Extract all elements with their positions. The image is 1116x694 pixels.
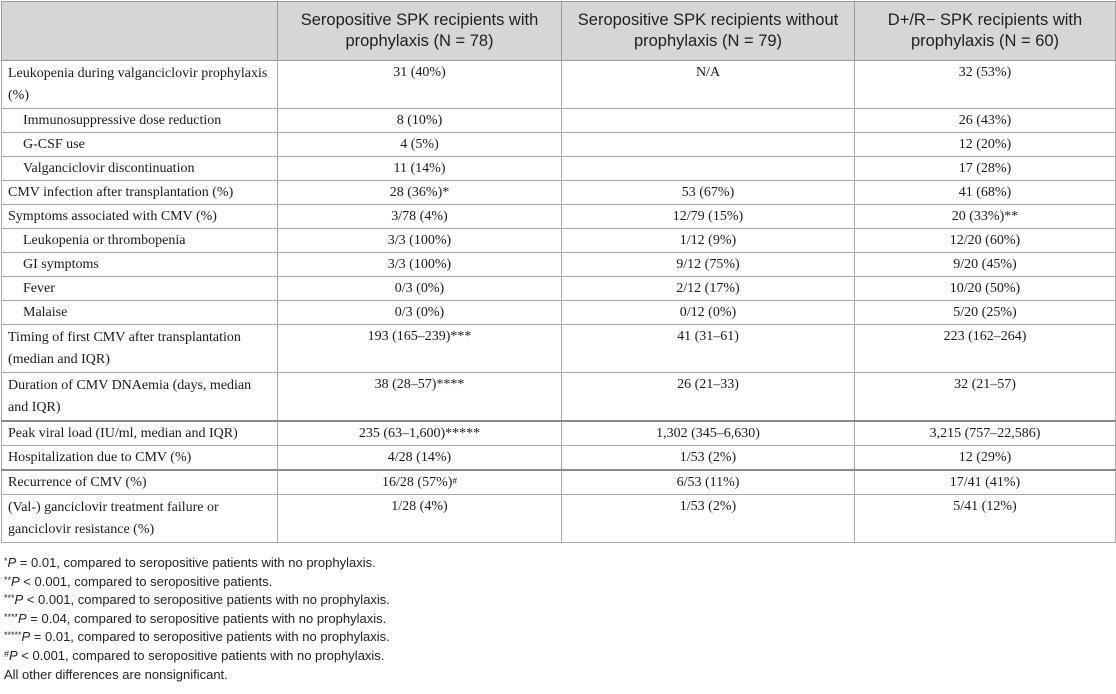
cell-value: 10/20 (50%) <box>855 277 1116 301</box>
cell-value: 3,215 (757–22,586) <box>855 421 1116 446</box>
table-row <box>2 421 1116 446</box>
row-label: Immunosuppressive dose reduction <box>2 109 278 133</box>
row-label: GI symptoms <box>2 253 278 277</box>
cell-value: 41 (31–61) <box>562 325 855 373</box>
table-row <box>2 157 1116 181</box>
cell-value: 6/53 (11%) <box>562 470 855 495</box>
row-label: Leukopenia during valganciclovir prophylaxis (%) <box>2 61 278 109</box>
footnote-p: P <box>7 555 17 570</box>
row-label: Hospitalization due to CMV (%) <box>2 446 278 471</box>
header-dplus-rminus-with-prophylaxis: D+/R− SPK recipients with prophylaxis (N = 60) <box>855 2 1116 61</box>
cell-value: 32 (21–57) <box>855 373 1116 422</box>
cell-value: 0/3 (0%) <box>278 301 562 325</box>
row-label: Malaise <box>2 301 278 325</box>
cell-value-text: 16/28 (57%) <box>382 474 453 490</box>
cell-value <box>562 109 855 133</box>
footnote-text: = 0.01, compared to seropositive patients with no prophylaxis. <box>16 555 376 570</box>
table-row <box>2 61 1116 109</box>
footnote-text: < 0.001, compared to seropositive patients with no prophylaxis. <box>23 592 390 608</box>
footnote-p: P <box>9 647 18 663</box>
results-table <box>1 1 1116 543</box>
footnote-text: < 0.001, compared to seropositive patients. <box>19 573 273 589</box>
footnote <box>4 591 1104 610</box>
footnote-marker: **** <box>4 611 19 622</box>
table-row <box>2 301 1116 325</box>
table-row <box>2 181 1116 205</box>
footnote-marker: * <box>4 556 8 566</box>
row-label: Duration of CMV DNAemia (days, median and IQR) <box>2 373 278 422</box>
footnote-text: = 0.04, compared to seropositive patients with no prophylaxis. <box>26 610 387 626</box>
row-label: (Val-) ganciclovir treatment failure or ganciclovir resistance (%) <box>2 495 278 543</box>
table-row <box>2 205 1116 229</box>
cell-value: 1/53 (2%) <box>562 495 855 543</box>
cell-value: 11 (14%) <box>278 157 562 181</box>
footnote <box>4 628 1104 647</box>
cell-value: 1/28 (4%) <box>278 495 562 543</box>
cell-value: 12 (29%) <box>855 446 1116 471</box>
footnote-marker: # <box>4 648 10 659</box>
header-empty-cell <box>2 2 278 61</box>
row-label: Recurrence of CMV (%) <box>2 470 278 495</box>
table-row <box>2 229 1116 253</box>
table-row <box>2 253 1116 277</box>
cell-value: 0/12 (0%) <box>562 301 855 325</box>
row-label: Fever <box>2 277 278 301</box>
footnote <box>4 573 1104 592</box>
row-label: G-CSF use <box>2 133 278 157</box>
footnote-p: P <box>21 629 31 645</box>
header-seropositive-with-prophylaxis: Seropositive SPK recipients with prophylaxis (N = 78) <box>278 2 562 61</box>
cell-value: 9/12 (75%) <box>562 253 855 277</box>
cell-value: N/A <box>562 61 855 109</box>
cell-value: 12 (20%) <box>855 133 1116 157</box>
cell-value: 2/12 (17%) <box>562 277 855 301</box>
cell-value: 5/20 (25%) <box>855 301 1116 325</box>
cell-value: 1/53 (2%) <box>562 446 855 471</box>
cell-value: 3/3 (100%) <box>278 229 562 253</box>
footnote-p: P <box>14 592 24 608</box>
row-label: Timing of first CMV after transplantation (median and IQR) <box>2 325 278 373</box>
row-label: Valganciclovir discontinuation <box>2 157 278 181</box>
row-label: Peak viral load (IU/ml, median and IQR) <box>2 421 278 446</box>
cell-value: 12/79 (15%) <box>562 205 855 229</box>
table-row <box>2 109 1116 133</box>
cell-value: 20 (33%)** <box>855 205 1116 229</box>
footnote-marker: ** <box>4 574 12 585</box>
table-footnotes <box>4 554 1104 684</box>
table-row <box>2 495 1116 543</box>
footnote-p: P <box>18 610 27 626</box>
cell-value: 17/41 (41%) <box>855 470 1116 495</box>
cell-value: 41 (68%) <box>855 181 1116 205</box>
cell-value: 26 (21–33) <box>562 373 855 422</box>
cell-value: 3/78 (4%) <box>278 205 562 229</box>
cell-value <box>278 470 562 495</box>
footnote-text: < 0.001, compared to seropositive patients with no prophylaxis. <box>17 647 385 663</box>
cell-value: 9/20 (45%) <box>855 253 1116 277</box>
cell-value: 12/20 (60%) <box>855 229 1116 253</box>
table-row <box>2 325 1116 373</box>
footnote <box>4 554 1104 573</box>
row-label: CMV infection after transplantation (%) <box>2 181 278 205</box>
footnote-marker: *** <box>4 593 15 604</box>
cell-value: 28 (36%)* <box>278 181 562 205</box>
cell-value: 3/3 (100%) <box>278 253 562 277</box>
footnote <box>4 647 1104 666</box>
cell-value: 5/41 (12%) <box>855 495 1116 543</box>
cell-value <box>562 157 855 181</box>
cell-value: 53 (67%) <box>562 181 855 205</box>
cell-value: 8 (10%) <box>278 109 562 133</box>
hash-superscript: # <box>452 475 457 486</box>
footnote <box>4 610 1104 629</box>
cell-value: 0/3 (0%) <box>278 277 562 301</box>
footnote <box>4 666 1104 685</box>
cell-value: 4 (5%) <box>278 133 562 157</box>
table-row <box>2 277 1116 301</box>
cell-value <box>562 133 855 157</box>
cell-value: 4/28 (14%) <box>278 446 562 471</box>
table-row <box>2 470 1116 495</box>
row-label: Leukopenia or thrombopenia <box>2 229 278 253</box>
footnote-p: P <box>11 573 20 589</box>
cell-value: 235 (63–1,600)***** <box>278 421 562 446</box>
cell-value: 1,302 (345–6,630) <box>562 421 855 446</box>
cell-value: 1/12 (9%) <box>562 229 855 253</box>
footnote-text: All other differences are nonsignificant. <box>4 666 228 682</box>
cell-value: 32 (53%) <box>855 61 1116 109</box>
row-label: Symptoms associated with CMV (%) <box>2 205 278 229</box>
footnote-text: = 0.01, compared to seropositive patients with no prophylaxis. <box>30 629 390 645</box>
cell-value: 38 (28–57)**** <box>278 373 562 422</box>
header-row <box>2 2 1116 61</box>
table-row <box>2 446 1116 471</box>
cell-value: 223 (162–264) <box>855 325 1116 373</box>
cell-value: 31 (40%) <box>278 61 562 109</box>
footnote-marker: ***** <box>4 630 22 641</box>
table-row <box>2 373 1116 422</box>
header-seropositive-without-prophylaxis: Seropositive SPK recipients without prophylaxis (N = 79) <box>562 2 855 61</box>
cell-value: 26 (43%) <box>855 109 1116 133</box>
cell-value: 193 (165–239)*** <box>278 325 562 373</box>
cell-value: 17 (28%) <box>855 157 1116 181</box>
table-row <box>2 133 1116 157</box>
